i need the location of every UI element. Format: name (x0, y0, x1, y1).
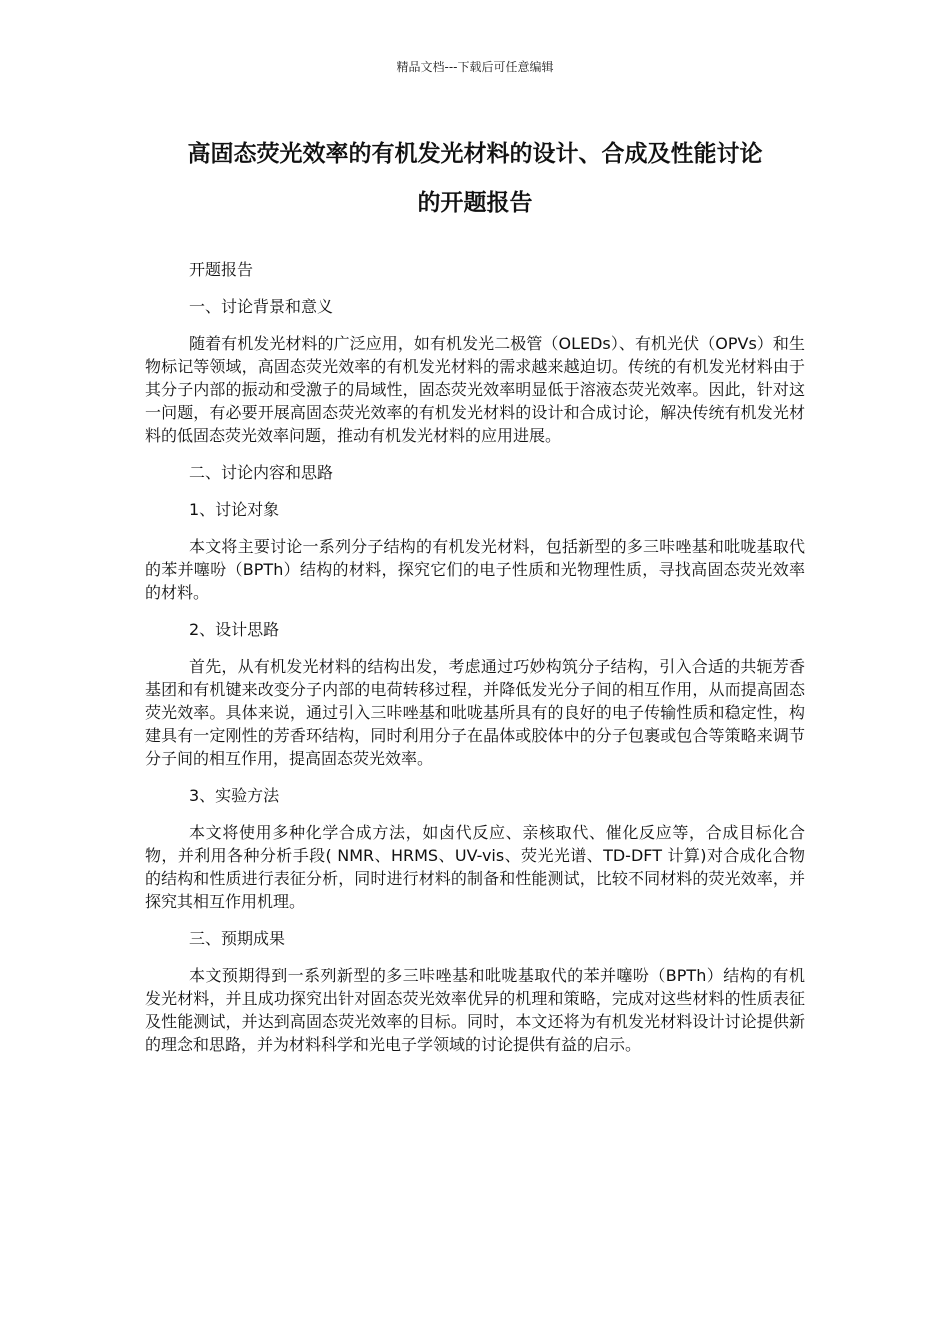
design-paragraph: 首先，从有机发光材料的结构出发，考虑通过巧妙构筑分子结构，引入合适的共轭芳香基团和有机键来改变分子内部的电荷转移过程，并降低发光分子间的相互作用，从而提高固态荧光效率。具体来说，通过引入三咔唑基和吡咙基所具有的良好的电子传输性质和稳定性，构建具有一定刚性的芳香环结构，同时利用分子在晶体或胶体中的分子包裹或包合等策略来调节分子间的相互作用，提高固态荧光效率。 (145, 657, 805, 768)
content-heading: 二、讨论内容和思路 (189, 463, 334, 482)
title-line-1: 高固态荧光效率的有机发光材料的设计、合成及性能讨论 (187, 141, 763, 167)
report-label: 开题报告 (189, 260, 254, 279)
header-note: 精品文档---下载后可任意编辑 (396, 60, 554, 74)
background-heading: 一、讨论背景和意义 (189, 297, 334, 316)
title-line-2: 的开题报告 (417, 190, 533, 216)
background-paragraph: 随着有机发光材料的广泛应用，如有机发光二极管（OLEDs）、有机光伏（OPVs）和生物标记等领域，高固态荧光效率的有机发光材料的需求越来越迫切。传统的有机发光材料由于其分子内部的振动和受激子的局域性，固态荧光效率明显低于溶液态荧光效率。因此，针对这一问题，有必要开展高固态荧光效率的有机发光材料的设计和合成讨论，解决传统有机发光材料的低固态荧光效率问题，推动有机发光材料的应用进展。 (145, 334, 805, 445)
design-heading: 2、设计思路 (189, 620, 280, 639)
results-heading: 三、预期成果 (189, 929, 286, 948)
document-title (145, 130, 805, 228)
object-paragraph: 本文将主要讨论一系列分子结构的有机发光材料，包括新型的多三咔唑基和吡咙基取代的苯并噻吩（BPTh）结构的材料，探究它们的电子性质和光物理性质，寻找高固态荧光效率的材料。 (145, 537, 805, 602)
results-paragraph: 本文预期得到一系列新型的多三咔唑基和吡咙基取代的苯并噻吩（BPTh）结构的有机发光材料，并且成功探究出针对固态荧光效率优异的机理和策略，完成对这些材料的性质表征及性能测试，并达到高固态荧光效率的目标。同时，本文还将为有机发光材料设计讨论提供新的理念和思路，并为材料科学和光电子学领域的讨论提供有益的启示。 (145, 966, 805, 1054)
method-paragraph: 本文将使用多种化学合成方法，如卤代反应、亲核取代、催化反应等，合成目标化合物，并利用各种分析手段( NMR、HRMS、UV-vis、荧光光谱、TD-DFT 计算)对合成化合物的结构和性质进行表征分析，同时进行材料的制备和性能测试，比较不同材料的荧光效率，并探究其相互作用机理。 (145, 823, 805, 911)
method-heading: 3、实验方法 (189, 786, 280, 805)
object-heading: 1、讨论对象 (189, 500, 280, 519)
document-body (145, 258, 805, 1070)
